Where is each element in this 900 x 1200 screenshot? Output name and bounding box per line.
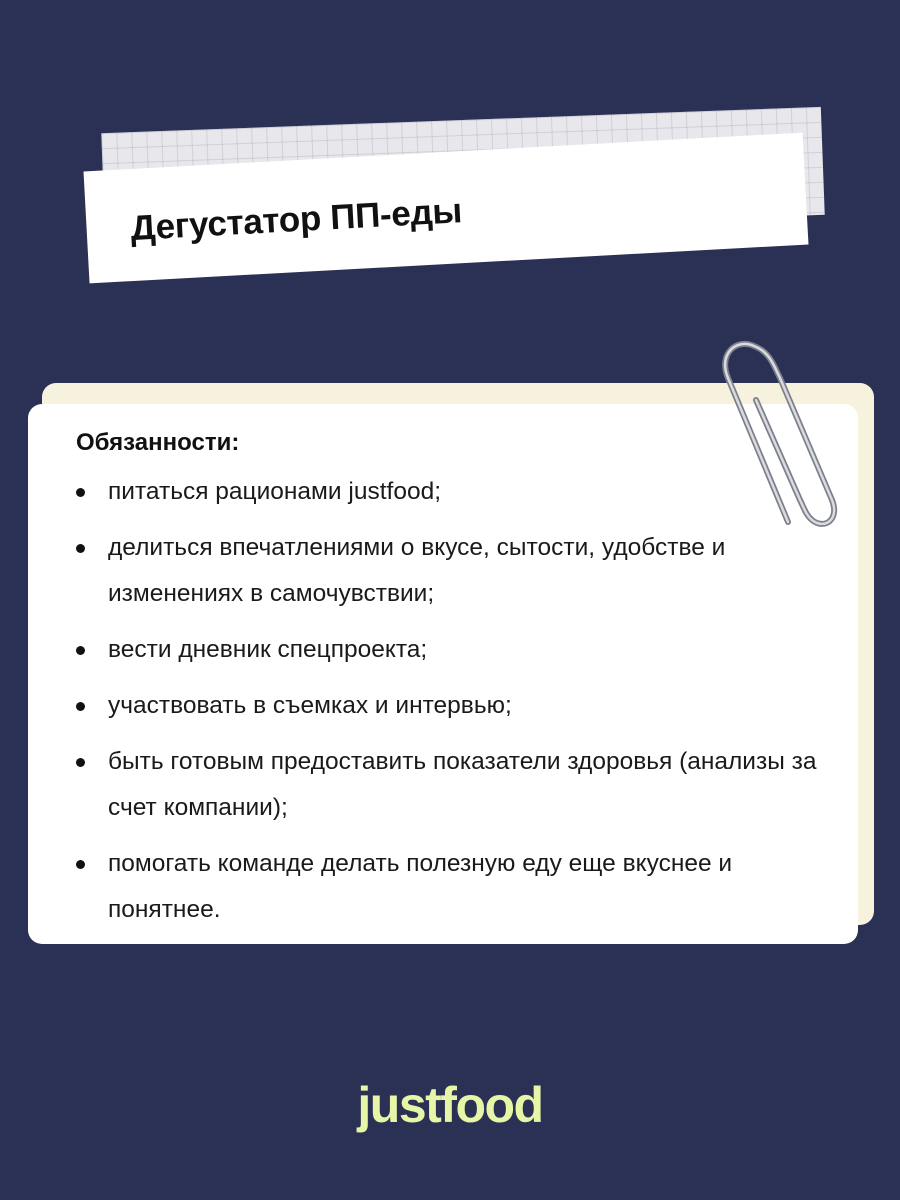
duty-item bbox=[76, 683, 838, 729]
page-title: Дегустатор ПП-еды bbox=[129, 191, 463, 249]
duties-heading: Обязанности: bbox=[76, 429, 240, 456]
duty-text: делиться впечатлениями о вкусе, сытости, удобстве и изменениях в самочувствии; bbox=[108, 534, 726, 607]
bullet-icon bbox=[76, 860, 85, 869]
bullet-icon bbox=[76, 646, 85, 655]
paperclip-icon bbox=[700, 330, 860, 540]
duty-item bbox=[76, 627, 838, 673]
duty-text: вести дневник спецпроекта; bbox=[108, 636, 428, 663]
duty-item bbox=[76, 841, 838, 933]
duty-text: быть готовым предоставить показатели здоровья (анализы за счет компании); bbox=[108, 748, 817, 821]
duty-item bbox=[76, 739, 838, 831]
bullet-icon bbox=[76, 758, 85, 767]
bullet-icon bbox=[76, 702, 85, 711]
justfood-logo: justfood bbox=[357, 1077, 543, 1133]
duty-text: питаться рационами justfood; bbox=[108, 478, 441, 505]
duty-text: участвовать в съемках и интервью; bbox=[108, 692, 512, 719]
duty-text: помогать команде делать полезную еду еще вкуснее и понятнее. bbox=[108, 850, 733, 923]
bullet-icon bbox=[76, 488, 85, 497]
bullet-icon bbox=[76, 544, 85, 553]
